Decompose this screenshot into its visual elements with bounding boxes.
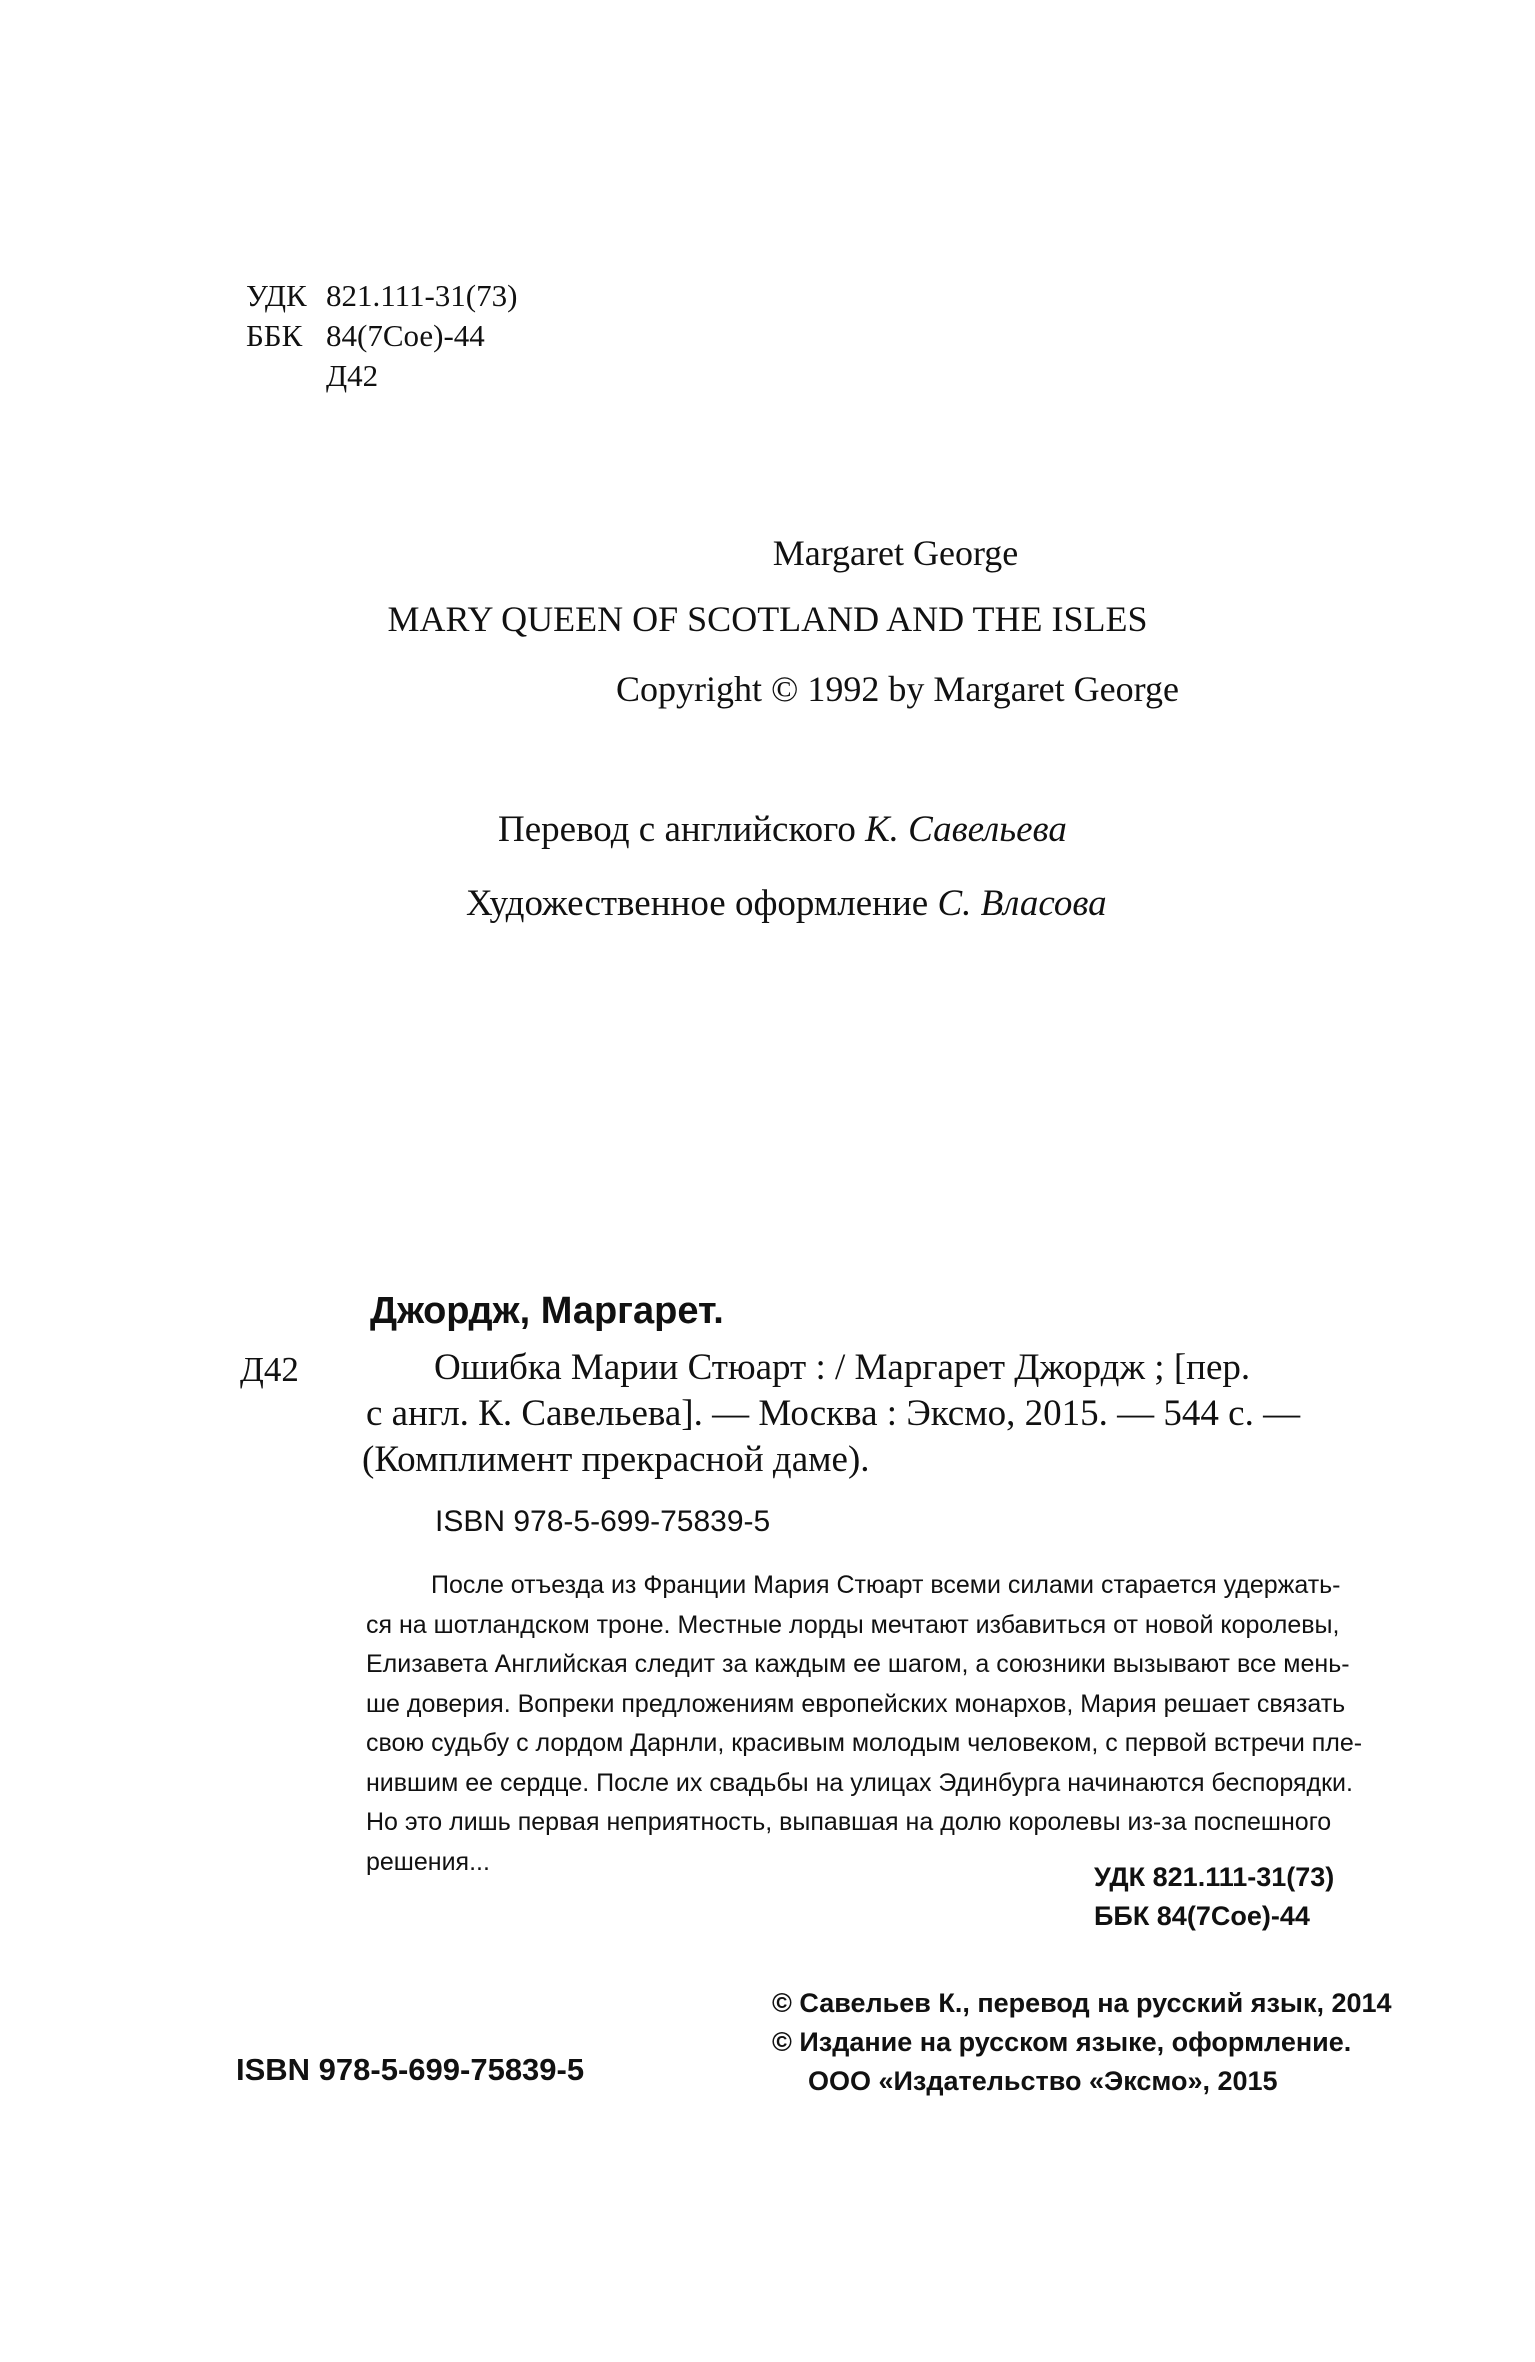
card-isbn: ISBN 978-5-699-75839-5	[435, 1505, 771, 1538]
annotation-line: Елизавета Английская следит за каждым ее шагом, а союзники вызывают все мень-	[366, 1650, 1350, 1678]
author-mark-top: Д42	[326, 358, 379, 393]
annotation-line: ся на шотландском троне. Местные лорды мечтают избавиться от новой королевы,	[366, 1610, 1340, 1639]
annotation-line: решения...	[366, 1847, 490, 1876]
design-credit	[466, 882, 1107, 925]
bbk-label: ББК	[246, 318, 303, 353]
annotation-line: свою судьбу с лордом Дарнли, красивым молодым человеком, с первой встречи пле-	[366, 1729, 1363, 1757]
copyright-publisher: ООО «Издательство «Эксмо», 2015	[808, 2066, 1278, 2096]
annotation-line: ше доверия. Вопреки предложениям европейских монархов, Мария решает связать	[366, 1689, 1346, 1718]
bbk-value: 84(7Сое)-44	[326, 318, 485, 353]
translation-credit	[498, 808, 1067, 851]
design-prefix: Художественное оформление	[466, 883, 938, 924]
annotation-line: нившим ее сердце. После их свадьбы на улицах Эдинбурга начинаются беспорядки.	[366, 1768, 1353, 1797]
classification-right	[1094, 1858, 1334, 1936]
udk-value: 821.111-31(73)	[326, 278, 518, 313]
udk-right: УДК 821.111-31(73)	[1094, 1862, 1335, 1892]
card-line-3: (Комплимент прекрасной даме).	[362, 1439, 870, 1480]
copyright-edition: © Издание на русском языке, оформление.	[772, 2027, 1352, 2057]
original-copyright: Copyright © 1992 by Margaret George	[616, 669, 1179, 709]
annotation-line: После отъезда из Франции Мария Стюарт всеми силами старается удержать-	[431, 1571, 1341, 1599]
bbk-row	[246, 316, 517, 356]
copyright-translation: © Савельев К., перевод на русский язык, 2014	[772, 1988, 1392, 2018]
copyright-notices	[772, 1984, 1392, 2101]
card-author-mark: Д42	[240, 1350, 299, 1389]
card-author-heading: Джордж, Маргарет.	[370, 1290, 724, 1332]
original-author: Margaret George	[772, 533, 1019, 573]
annotation	[366, 1566, 1361, 1882]
isbn-bottom: ISBN 978-5-699-75839-5	[236, 2052, 585, 2087]
classification-block	[246, 276, 517, 396]
udk-label: УДК	[246, 278, 307, 313]
udk-row	[246, 276, 517, 316]
original-title: MARY QUEEN OF SCOTLAND AND THE ISLES	[387, 599, 1148, 639]
card-line-2: с англ. К. Савельева]. — Москва : Эксмо, 2015. — 544 с. —	[366, 1393, 1301, 1434]
bbk-right: ББК 84(7Сое)-44	[1094, 1901, 1310, 1931]
translation-prefix: Перевод с английского	[498, 809, 866, 850]
annotation-line: Но это лишь первая неприятность, выпавшая на долю королевы из-за поспешного	[366, 1808, 1332, 1836]
translator-name: К. Савельева	[865, 809, 1067, 850]
designer-name: С. Власова	[937, 883, 1107, 924]
card-line-1: Ошибка Марии Стюарт : / Маргарет Джордж ; [пер.	[434, 1347, 1251, 1388]
